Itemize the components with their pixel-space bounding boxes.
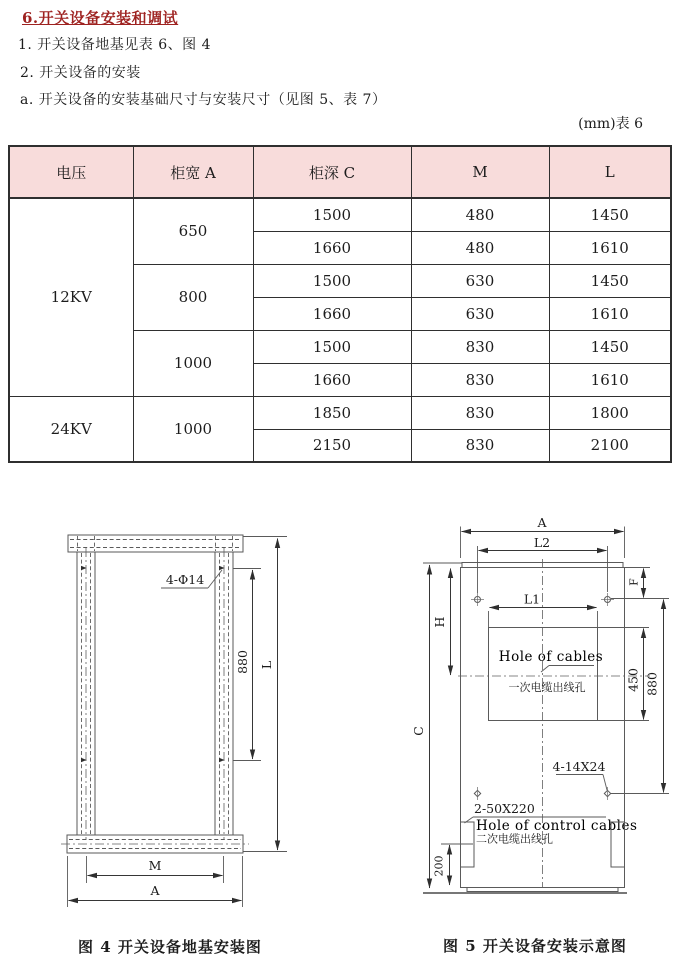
fig5-dim-450: 450 [625,668,641,692]
figure-5-installation-drawing [411,515,669,893]
fig5-base-strip [467,888,618,892]
fig5-dim-H: H [432,616,447,628]
fig5-dim-C: C [411,726,426,736]
fig5-dim-L1: L1 [523,591,541,607]
cell-m: 480 [411,231,549,264]
cell-m: 630 [411,297,549,330]
cell-m: 480 [411,198,549,231]
paragraph-2: 2. 开关设备的安装 [20,65,141,81]
cell-width: 650 [133,198,253,264]
table-row [9,198,671,231]
cell-m: 830 [411,396,549,429]
fig5-control-hole-label-en: Hole of control cables [476,818,638,834]
fig5-dim-F: F [627,578,641,586]
fig5-dim-L2: L2 [533,535,551,550]
cell-m: 630 [411,264,549,297]
cell-l: 2100 [549,429,671,462]
fig4-dim-880: 880 [235,650,250,674]
cell-depth: 1500 [253,198,411,231]
figure-5-caption: 图 5 开关设备安装示意图 [443,937,627,955]
cell-m: 830 [411,429,549,462]
cell-m: 830 [411,330,549,363]
cell-l: 1610 [549,363,671,396]
fig5-top-hole [601,593,614,606]
fig5-dim-880: 880 [644,672,660,696]
fig5-cable-hole-label-cn: 一次电缆出线孔 [508,681,586,694]
fig5-dim-200: 200 [432,855,446,877]
fig5-cable-hole [489,628,598,721]
cell-l: 1610 [549,297,671,330]
cell-l: 1450 [549,264,671,297]
fig4-dim-L: L [259,660,274,670]
fig5-bolt-hole [474,787,480,800]
fig5-bolt-hole [604,787,610,800]
table-header-row [9,146,671,198]
col-header-depth-c: 柜深 C [253,146,411,198]
fig5-top-hole [471,593,484,606]
cell-width: 800 [133,264,253,330]
fig5-dim-A: A [537,515,547,530]
col-header-m: M [411,146,549,198]
cell-width: 1000 [133,330,253,396]
col-header-voltage: 电压 [9,146,133,198]
technical-drawings [0,500,680,973]
col-header-l: L [549,146,671,198]
dimension-table [8,145,672,463]
cell-m: 830 [411,363,549,396]
fig4-dim-M: M [148,858,162,873]
fig4-dim-A: A [150,883,160,898]
cell-voltage: 12KV [9,198,133,396]
figure-4-foundation-drawing [61,535,287,907]
col-header-width-a: 柜宽 A [133,146,253,198]
fig4-hole-spec-label: 4-Φ14 [165,572,205,587]
paragraph-1: 1. 开关设备地基见表 6、图 4 [18,37,212,53]
cell-l: 1450 [549,330,671,363]
fig5-slot-spec-label: 2-50X220 [474,801,535,816]
cell-depth: 1660 [253,231,411,264]
fig5-bolt-spec-label: 4-14X24 [552,759,606,774]
cell-depth: 2150 [253,429,411,462]
table-unit-label: (mm)表 6 [578,116,643,132]
cell-l: 1800 [549,396,671,429]
fig5-control-hole-label-cn: 二次电缆出线孔 [476,832,553,846]
paragraph-3: a. 开关设备的安装基础尺寸与安装尺寸（见图 5、表 7） [20,92,387,108]
cell-depth: 1500 [253,264,411,297]
section-title: 6.开关设备安装和调试 [22,9,179,27]
fig5-left-slot [461,822,475,867]
cell-width: 1000 [133,396,253,462]
cell-voltage: 24KV [9,396,133,462]
figure-4-caption: 图 4 开关设备地基安装图 [78,938,262,956]
cell-depth: 1660 [253,297,411,330]
cell-depth: 1850 [253,396,411,429]
fig5-cable-hole-label-en: Hole of cables [498,649,604,665]
cell-l: 1610 [549,231,671,264]
cell-l: 1450 [549,198,671,231]
table-row [9,396,671,429]
cell-depth: 1660 [253,363,411,396]
cell-depth: 1500 [253,330,411,363]
